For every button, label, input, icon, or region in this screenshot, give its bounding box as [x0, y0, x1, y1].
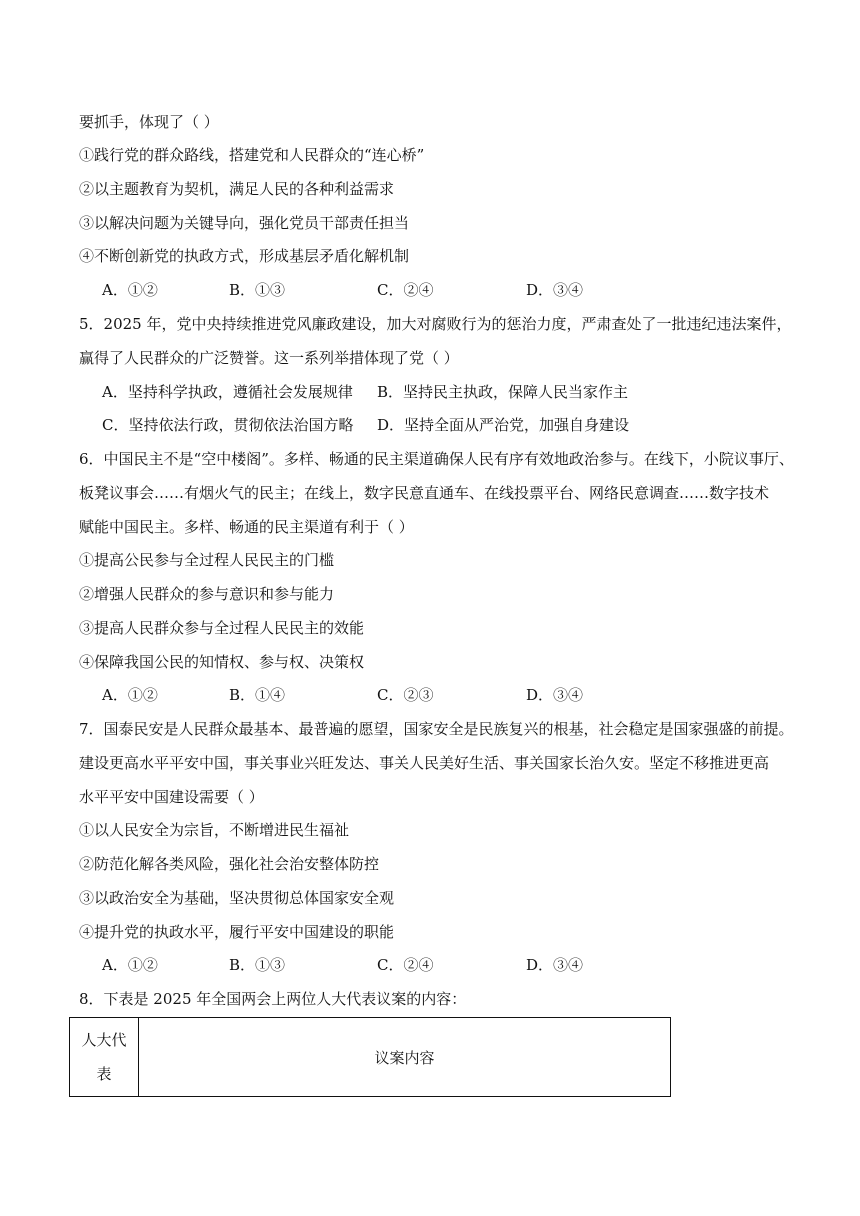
q6-stem-line-1: 6．中国民主不是“空中楼阁”。多样、畅通的民主渠道确保人民有序有效地政治参与。在线下，小院议事厅、 — [79, 450, 794, 468]
q5-option-b: B．坚持民主执政，保障人民当家作主 — [377, 383, 629, 401]
q6-statement-4: ④保障我国公民的知情权、参与权、决策权 — [79, 653, 365, 671]
q4-statement-2: ②以主题教育为契机，满足人民的各种利益需求 — [79, 180, 395, 198]
q6-statement-1: ①提高公民参与全过程人民民主的门槛 — [79, 551, 335, 569]
q4-statement-1: ①践行党的群众路线，搭建党和人民群众的“连心桥” — [79, 146, 425, 164]
q7-statement-2: ②防范化解各类风险，强化社会治安整体防控 — [79, 855, 380, 873]
q7-statement-3: ③以政治安全为基础，坚决贯彻总体国家安全观 — [79, 889, 395, 907]
table-header-content: 议案内容 — [139, 1018, 671, 1097]
q6-option-d: D．③④ — [526, 686, 584, 704]
q7-option-a: A．①② — [102, 956, 158, 974]
header-rep-line-2: 表 — [96, 1065, 112, 1083]
table-header-representative — [70, 1018, 139, 1097]
q8-stem: 8．下表是 2025 年全国两会上两位人大代表议案的内容： — [79, 990, 467, 1008]
q4-stem-tail: 要抓手，体现了（ ） — [79, 113, 219, 131]
q4-option-d: D．③④ — [526, 281, 584, 299]
q7-option-d: D．③④ — [526, 956, 584, 974]
q7-stem-line-1: 7．国泰民安是人民群众最基本、最普遍的愿望，国家安全是民族复兴的根基，社会稳定是国家强盛的前提。 — [79, 720, 794, 738]
q7-stem-line-3: 水平平安中国建设需要（ ） — [79, 788, 264, 806]
q6-option-b: B．①④ — [229, 686, 286, 704]
table-header-row — [70, 1018, 671, 1097]
q7-option-c: C．②④ — [377, 956, 434, 974]
q6-statement-3: ③提高人民群众参与全过程人民民主的效能 — [79, 619, 365, 637]
q4-statement-3: ③以解决问题为关键导向，强化党员干部责任担当 — [79, 214, 410, 232]
q5-stem-line-1: 5．2025 年，党中央持续推进党风廉政建设，加大对腐败行为的惩治力度，严肃查处了一批违纪违法案件， — [79, 315, 792, 333]
q5-option-d: D．坚持全面从严治党，加强自身建设 — [377, 416, 630, 434]
header-rep-line-1: 人大代 — [81, 1031, 127, 1049]
q6-stem-line-2: 板凳议事会……有烟火气的民主；在线上，数字民意直通车、在线投票平台、网络民意调查……数字技术 — [79, 484, 770, 502]
q4-statement-4: ④不断创新党的执政方式，形成基层矛盾化解机制 — [79, 247, 410, 265]
q7-option-b: B．①③ — [229, 956, 286, 974]
proposal-table — [69, 1017, 671, 1097]
q7-stem-line-2: 建设更高水平平安中国，事关事业兴旺发达、事关人民美好生活、事关国家长治久安。坚定不移推进更高 — [79, 754, 770, 772]
q5-stem-line-2: 赢得了人民群众的广泛赞誉。这一系列举措体现了党（ ） — [79, 349, 459, 367]
q6-stem-line-3: 赋能中国民主。多样、畅通的民主渠道有利于（ ） — [79, 518, 414, 536]
q4-option-a: A．①② — [102, 281, 158, 299]
q7-statement-4: ④提升党的执政水平，履行平安中国建设的职能 — [79, 923, 395, 941]
q5-option-c: C．坚持依法行政，贯彻依法治国方略 — [102, 416, 354, 434]
q4-option-b: B．①③ — [229, 281, 286, 299]
q5-option-a: A．坚持科学执政，遵循社会发展规律 — [102, 383, 353, 401]
q6-statement-2: ②增强人民群众的参与意识和参与能力 — [79, 585, 335, 603]
q6-option-a: A．①② — [102, 686, 158, 704]
q4-option-c: C．②④ — [377, 281, 434, 299]
q6-option-c: C．②③ — [377, 686, 434, 704]
q7-statement-1: ①以人民安全为宗旨，不断增进民生福祉 — [79, 821, 350, 839]
